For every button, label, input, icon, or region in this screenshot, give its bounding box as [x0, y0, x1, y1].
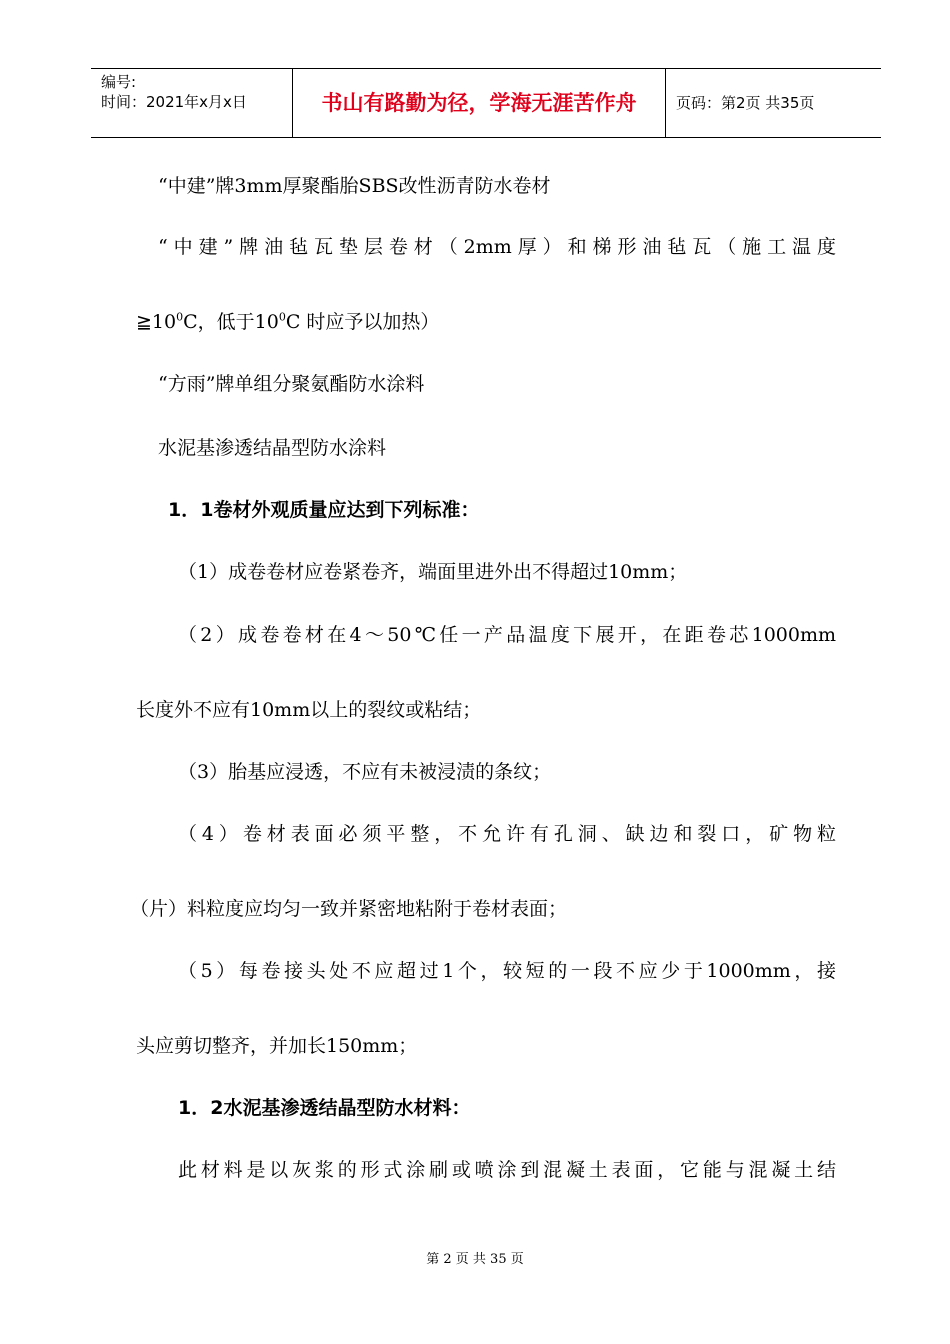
header-page-info: 页码：第2页 共35页 [676, 94, 815, 112]
superscript-degree-2: 0 [278, 310, 286, 324]
document-time-label: 时间：2021年x月x日 [101, 93, 247, 111]
body-line-3-part-b: C，低于10 [183, 311, 279, 333]
list-item-1: （1）成卷卷材应卷紧卷齐，端面里进外出不得超过10mm； [178, 561, 688, 583]
body-line-3 [136, 310, 439, 334]
body-line-2: “中建”牌油毡瓦垫层卷材（2mm厚）和梯形油毡瓦（施工温度 [158, 236, 836, 258]
page-header [91, 68, 881, 138]
list-item-4-line-2: （片）料粒度应均匀一致并紧密地粘附于卷材表面； [130, 898, 568, 920]
body-last-paragraph: 此材料是以灰浆的形式涂刷或喷涂到混凝土表面，它能与混凝土结 [178, 1159, 836, 1181]
list-item-5-line-1: （5）每卷接头处不应超过1个，较短的一段不应少于1000mm，接 [178, 960, 836, 982]
list-item-5-line-2: 头应剪切整齐，并加长150mm； [136, 1035, 418, 1057]
body-line-1: “中建”牌3mm厚聚酯胎SBS改性沥青防水卷材 [158, 175, 551, 197]
list-item-3: （3）胎基应浸透，不应有未被浸渍的条纹； [178, 761, 552, 783]
header-slogan: 书山有路勤为径，学海无涯苦作舟 [292, 69, 666, 137]
list-item-2-line-2: 长度外不应有10mm以上的裂纹或粘结； [136, 699, 482, 721]
section-heading-1-2: 1．2水泥基渗透结晶型防水材料： [178, 1097, 471, 1119]
body-line-5: 水泥基渗透结晶型防水涂料 [158, 437, 387, 459]
page-footer: 第 2 页 共 35 页 [426, 1252, 524, 1267]
document-number-label: 编号: [101, 73, 137, 91]
list-item-4-line-1: （4）卷材表面必须平整，不允许有孔洞、缺边和裂口，矿物粒 [178, 823, 836, 845]
body-line-4: “方雨”牌单组分聚氨酯防水涂料 [158, 373, 425, 395]
body-line-3-part-a: ≧10 [136, 311, 177, 333]
header-left-cell [91, 69, 291, 137]
body-line-3-part-c: C 时应予以加热） [285, 311, 440, 333]
superscript-degree-1: 0 [176, 310, 184, 324]
section-heading-1-1: 1．1卷材外观质量应达到下列标准： [168, 499, 480, 521]
list-item-2-line-1: （2）成卷卷材在4～50℃任一产品温度下展开，在距卷芯1000mm [178, 624, 836, 646]
